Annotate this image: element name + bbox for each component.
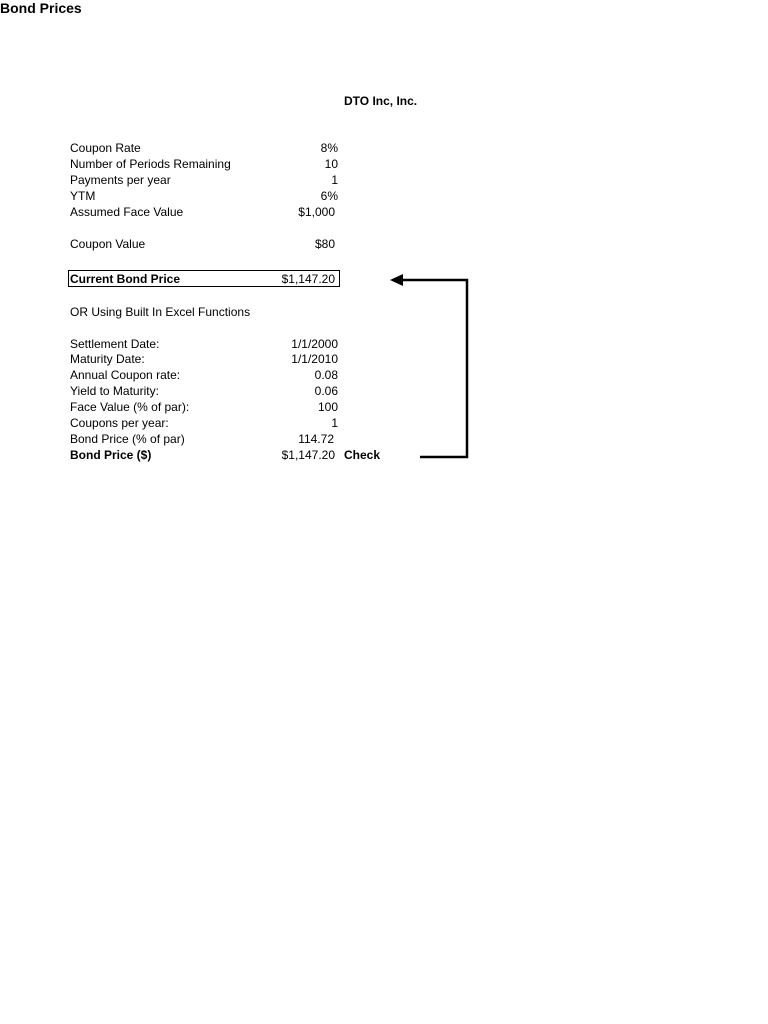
annual-coupon-label: Annual Coupon rate: [70,368,181,382]
payments-label: Payments per year [70,173,171,187]
periods-value: 10 [324,157,338,171]
coupons-per-year-value: 1 [331,416,338,430]
periods-label: Number of Periods Remaining [70,157,231,171]
coupon-value-value: $80 [314,237,335,251]
price-pct-value: 114.72 [298,432,334,446]
excel-intro: OR Using Built In Excel Functions [70,305,251,319]
yield-maturity-value: 0.06 [314,384,338,398]
face-value-value: $1,000 [298,205,335,219]
maturity-value: 1/1/2010 [291,352,338,366]
face-pct-value: 100 [317,400,338,414]
coupon-value-label: Coupon Value [70,237,146,251]
annual-coupon-value: 0.08 [314,368,338,382]
payments-value: 1 [331,173,338,187]
face-pct-label: Face Value (% of par): [70,400,190,414]
page-title: Bond Prices [0,0,82,16]
settlement-value: 1/1/2000 [291,337,338,351]
current-price-value: $1,147.20 [281,272,335,286]
ytm-value: 6% [320,189,338,203]
coupon-rate-value: 8% [320,141,338,155]
price-usd-label: Bond Price ($) [70,448,152,462]
settlement-label: Settlement Date: [70,337,160,351]
price-pct-label: Bond Price (% of par) [70,432,185,446]
current-price-label: Current Bond Price [70,272,181,286]
coupon-rate-label: Coupon Rate [70,141,141,155]
company-name: DTO Inc, Inc. [344,94,418,108]
maturity-label: Maturity Date: [70,352,145,366]
yield-maturity-label: Yield to Maturity: [70,384,159,398]
coupons-per-year-label: Coupons per year: [70,416,169,430]
face-value-label: Assumed Face Value [70,205,184,219]
check-label: Check [344,448,381,462]
price-usd-value: $1,147.20 [281,448,335,462]
ytm-label: YTM [70,189,96,203]
